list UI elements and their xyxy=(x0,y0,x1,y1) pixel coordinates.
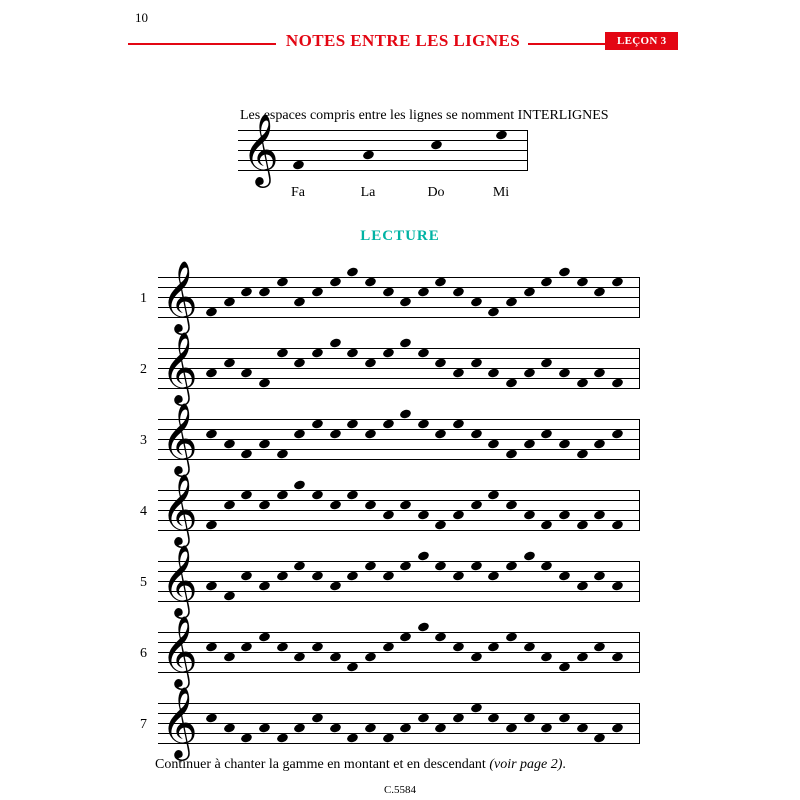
music-note xyxy=(240,286,253,297)
staff-line xyxy=(158,632,640,633)
music-note xyxy=(293,560,306,571)
music-note xyxy=(611,519,624,530)
music-note xyxy=(276,276,289,287)
music-note xyxy=(258,722,271,733)
treble-clef-icon: 𝄞 xyxy=(161,330,198,403)
demo-note xyxy=(430,139,443,150)
music-note xyxy=(434,357,447,368)
music-note xyxy=(558,266,571,277)
music-note xyxy=(240,489,253,500)
music-note xyxy=(329,651,342,662)
music-note xyxy=(470,357,483,368)
music-note xyxy=(399,631,412,642)
title-rule-left xyxy=(128,43,276,45)
music-note xyxy=(205,306,218,317)
staff-endbar xyxy=(639,348,640,389)
music-note xyxy=(346,489,359,500)
music-note xyxy=(399,408,412,419)
music-note xyxy=(611,377,624,388)
music-note xyxy=(311,641,324,652)
music-note xyxy=(329,337,342,348)
music-note xyxy=(205,580,218,591)
music-note xyxy=(470,296,483,307)
demo-note-label: Fa xyxy=(291,185,305,200)
music-note xyxy=(364,276,377,287)
music-note xyxy=(223,499,236,510)
staff-line xyxy=(158,561,640,562)
music-note xyxy=(417,712,430,723)
exercise-number: 6 xyxy=(140,646,147,661)
exercise-number: 4 xyxy=(140,504,147,519)
music-note xyxy=(240,732,253,743)
music-note xyxy=(611,580,624,591)
music-note xyxy=(381,418,394,429)
demo-note-labels xyxy=(238,185,528,205)
music-note xyxy=(417,418,430,429)
staff-line xyxy=(158,601,640,602)
staff-line xyxy=(158,388,640,389)
music-note xyxy=(276,641,289,652)
music-note xyxy=(558,438,571,449)
footer-code: C.5584 xyxy=(383,784,417,796)
staff-endbar xyxy=(639,561,640,602)
music-note xyxy=(223,438,236,449)
music-note xyxy=(505,296,518,307)
staff-line xyxy=(158,277,640,278)
music-note xyxy=(329,499,342,510)
footer-instruction-main: Continuer à chanter la gamme en montant et en descendant xyxy=(155,757,486,772)
music-note xyxy=(540,428,553,439)
staff-line xyxy=(158,317,640,318)
music-note xyxy=(417,550,430,561)
music-note xyxy=(364,651,377,662)
music-note xyxy=(417,509,430,520)
music-note xyxy=(223,357,236,368)
music-note xyxy=(487,367,500,378)
music-note xyxy=(240,448,253,459)
music-note xyxy=(381,509,394,520)
staff-line xyxy=(158,307,640,308)
music-note xyxy=(611,428,624,439)
treble-clef-icon: 𝄞 xyxy=(161,401,198,474)
music-note xyxy=(540,357,553,368)
music-note xyxy=(346,347,359,358)
music-note xyxy=(381,732,394,743)
music-note xyxy=(399,337,412,348)
music-note xyxy=(293,722,306,733)
staff-line xyxy=(238,160,528,161)
music-note xyxy=(558,367,571,378)
footer-instruction-end: . xyxy=(562,757,566,772)
treble-clef-icon: 𝄞 xyxy=(242,112,279,185)
staff-line xyxy=(238,170,528,171)
music-note xyxy=(311,347,324,358)
music-note xyxy=(364,357,377,368)
lesson-badge: LEÇON 3 xyxy=(605,32,678,50)
music-note xyxy=(399,296,412,307)
music-note xyxy=(346,570,359,581)
music-note xyxy=(258,438,271,449)
music-note xyxy=(434,276,447,287)
exercise-number: 5 xyxy=(140,575,147,590)
music-note xyxy=(346,266,359,277)
music-note xyxy=(558,509,571,520)
treble-clef-icon: 𝄞 xyxy=(161,685,198,758)
music-note xyxy=(576,276,589,287)
staff-endbar xyxy=(639,490,640,531)
music-note xyxy=(593,570,606,581)
music-note xyxy=(311,418,324,429)
music-note xyxy=(329,428,342,439)
demo-note-label: La xyxy=(360,185,376,200)
music-note xyxy=(593,732,606,743)
staff-endbar xyxy=(639,419,640,460)
music-note xyxy=(576,519,589,530)
music-note xyxy=(205,428,218,439)
music-note xyxy=(611,651,624,662)
exercise-staff xyxy=(158,259,640,332)
exercise-number: 2 xyxy=(140,362,147,377)
staff-line xyxy=(158,703,640,704)
music-note xyxy=(276,448,289,459)
music-note xyxy=(505,722,518,733)
music-note xyxy=(381,641,394,652)
music-note xyxy=(505,631,518,642)
exercise-staff xyxy=(158,472,640,545)
music-note xyxy=(505,560,518,571)
music-note xyxy=(452,509,465,520)
staff-endbar xyxy=(639,632,640,673)
footer-instruction xyxy=(155,757,566,773)
music-note xyxy=(329,580,342,591)
music-note xyxy=(276,732,289,743)
music-note xyxy=(523,641,536,652)
music-note xyxy=(540,651,553,662)
music-note xyxy=(346,732,359,743)
treble-clef-icon: 𝄞 xyxy=(161,614,198,687)
demo-note-label: Do xyxy=(427,185,445,200)
treble-clef-icon: 𝄞 xyxy=(161,259,198,332)
music-note xyxy=(223,590,236,601)
staff-line xyxy=(158,419,640,420)
music-note xyxy=(558,661,571,672)
title-band xyxy=(128,31,674,57)
music-note xyxy=(293,428,306,439)
music-note xyxy=(223,722,236,733)
music-note xyxy=(470,560,483,571)
music-note xyxy=(364,722,377,733)
staff-endbar xyxy=(639,277,640,318)
music-note xyxy=(593,367,606,378)
music-note xyxy=(540,722,553,733)
exercise-number: 3 xyxy=(140,433,147,448)
music-note xyxy=(505,377,518,388)
music-note xyxy=(205,641,218,652)
music-note xyxy=(470,702,483,713)
music-note xyxy=(593,641,606,652)
music-note xyxy=(258,631,271,642)
staff-line xyxy=(158,581,640,582)
music-note xyxy=(470,651,483,662)
music-note xyxy=(576,722,589,733)
music-note xyxy=(346,418,359,429)
music-note xyxy=(452,367,465,378)
music-note xyxy=(311,489,324,500)
music-note xyxy=(240,570,253,581)
exercise-staff xyxy=(158,401,640,474)
music-note xyxy=(540,560,553,571)
music-note xyxy=(611,722,624,733)
music-note xyxy=(487,306,500,317)
music-note xyxy=(576,651,589,662)
demo-note xyxy=(362,149,375,160)
staff-line xyxy=(158,429,640,430)
music-note xyxy=(452,641,465,652)
music-note xyxy=(487,570,500,581)
exercise-staff xyxy=(158,614,640,687)
exercise-staff xyxy=(158,685,640,758)
music-note xyxy=(240,641,253,652)
staff-line xyxy=(158,530,640,531)
music-note xyxy=(293,651,306,662)
staff-line xyxy=(158,459,640,460)
music-note xyxy=(434,631,447,642)
music-note xyxy=(505,499,518,510)
exercise-number: 7 xyxy=(140,717,147,732)
music-note xyxy=(399,499,412,510)
music-note xyxy=(399,560,412,571)
music-note xyxy=(540,276,553,287)
music-note xyxy=(487,489,500,500)
music-note xyxy=(470,428,483,439)
music-note xyxy=(487,641,500,652)
music-note xyxy=(381,570,394,581)
staff-line xyxy=(238,140,528,141)
staff-endbar xyxy=(527,130,528,171)
staff-line xyxy=(158,520,640,521)
music-note xyxy=(452,286,465,297)
music-note xyxy=(576,580,589,591)
music-note xyxy=(293,479,306,490)
music-note xyxy=(311,570,324,581)
music-note xyxy=(205,519,218,530)
music-note xyxy=(523,712,536,723)
music-note xyxy=(487,712,500,723)
music-note xyxy=(452,712,465,723)
music-note xyxy=(593,438,606,449)
music-note xyxy=(576,448,589,459)
staff-endbar xyxy=(639,703,640,744)
music-note xyxy=(523,438,536,449)
music-note xyxy=(417,621,430,632)
page-number: 10 xyxy=(135,10,148,25)
music-note xyxy=(311,712,324,723)
music-note xyxy=(205,712,218,723)
music-note xyxy=(276,489,289,500)
staff-line xyxy=(158,287,640,288)
music-note xyxy=(505,448,518,459)
music-note xyxy=(417,347,430,358)
music-note xyxy=(258,580,271,591)
staff-line xyxy=(238,150,528,151)
music-note xyxy=(293,357,306,368)
music-note xyxy=(346,661,359,672)
music-note xyxy=(487,438,500,449)
staff-line xyxy=(158,743,640,744)
music-note xyxy=(258,286,271,297)
staff-line xyxy=(158,348,640,349)
demo-note xyxy=(292,159,305,170)
lecture-heading: LECTURE xyxy=(360,228,440,244)
treble-clef-icon: 𝄞 xyxy=(161,472,198,545)
demo-note xyxy=(495,129,508,140)
staff-line xyxy=(158,449,640,450)
music-note xyxy=(276,570,289,581)
music-note xyxy=(523,286,536,297)
music-note xyxy=(381,347,394,358)
music-note xyxy=(540,519,553,530)
staff-line xyxy=(158,378,640,379)
music-note xyxy=(205,367,218,378)
demo-note-label: Mi xyxy=(492,185,510,200)
music-note xyxy=(558,570,571,581)
staff-line xyxy=(238,130,528,131)
music-note xyxy=(293,296,306,307)
music-note xyxy=(258,377,271,388)
music-note xyxy=(452,418,465,429)
music-note xyxy=(258,499,271,510)
footer-instruction-italic: (voir page 2) xyxy=(489,757,563,772)
music-note xyxy=(364,499,377,510)
staff-line xyxy=(158,490,640,491)
music-note xyxy=(434,560,447,571)
music-note xyxy=(576,377,589,388)
music-note xyxy=(364,560,377,571)
music-note xyxy=(223,296,236,307)
exercise-number: 1 xyxy=(140,291,147,306)
music-note xyxy=(611,276,624,287)
music-note xyxy=(523,550,536,561)
music-note xyxy=(240,367,253,378)
music-note xyxy=(417,286,430,297)
exercise-staff xyxy=(158,543,640,616)
exercise-staff xyxy=(158,330,640,403)
music-note xyxy=(381,286,394,297)
music-note xyxy=(593,509,606,520)
music-note xyxy=(276,347,289,358)
music-note xyxy=(399,722,412,733)
music-note xyxy=(470,499,483,510)
music-note xyxy=(593,286,606,297)
music-note xyxy=(434,428,447,439)
staff-line xyxy=(158,733,640,734)
music-note xyxy=(452,570,465,581)
music-note xyxy=(329,276,342,287)
intro-text: Les espaces compris entre les lignes se nomment INTERLIGNES xyxy=(240,108,609,123)
music-note xyxy=(523,367,536,378)
treble-clef-icon: 𝄞 xyxy=(161,543,198,616)
music-note xyxy=(558,712,571,723)
music-note xyxy=(523,509,536,520)
music-note xyxy=(364,428,377,439)
music-note xyxy=(329,722,342,733)
music-note xyxy=(311,286,324,297)
music-note xyxy=(434,722,447,733)
music-note xyxy=(434,519,447,530)
staff-line xyxy=(158,642,640,643)
music-note xyxy=(223,651,236,662)
page-title: NOTES ENTRE LES LIGNES xyxy=(285,31,521,50)
staff-line xyxy=(158,672,640,673)
